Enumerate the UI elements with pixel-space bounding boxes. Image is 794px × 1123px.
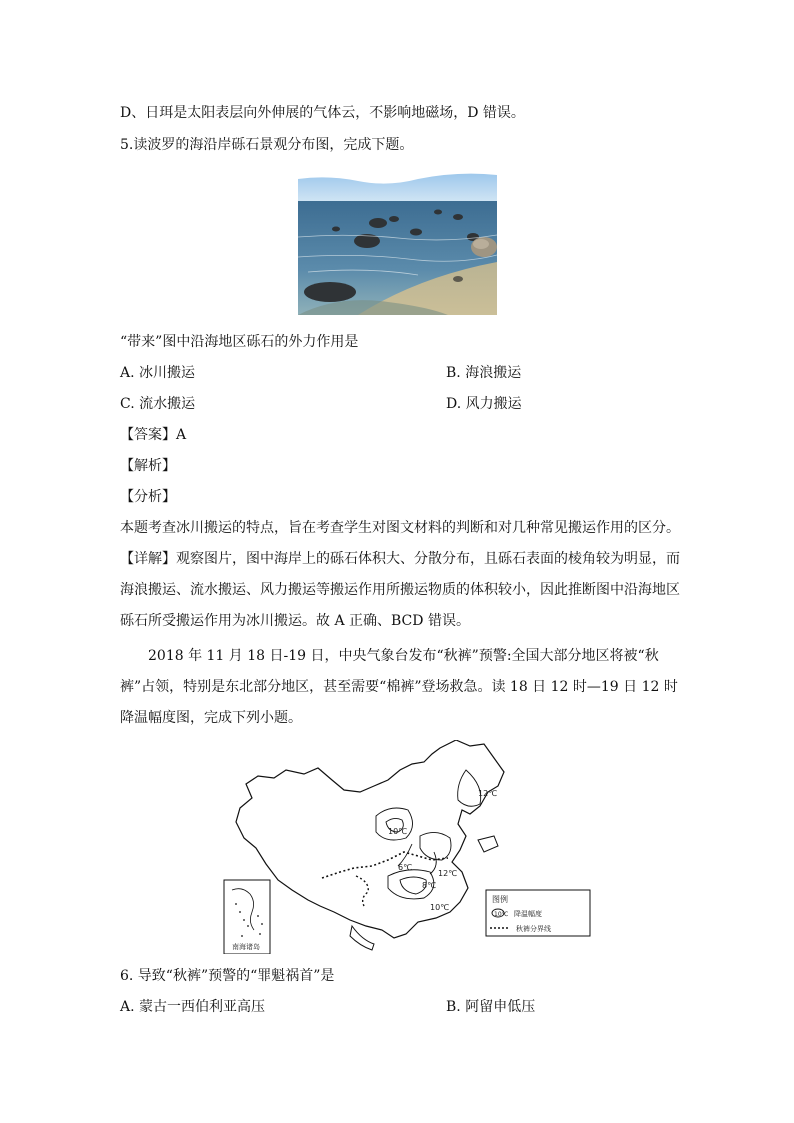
material-line-2: 裤”占领，特别是东北部分地区，甚至需要“棉裤”登场救急。读 18 日 12 时—19 日 12 时 <box>120 679 678 695</box>
material-line-1: 2018 年 11 月 18 日-19 日，中央气象台发布“秋裤”预警:全国大部分地区将被“秋 <box>148 648 659 664</box>
map-label-5: 8℃ <box>422 881 437 890</box>
detail-line-1: 【详解】观察图片，图中海岸上的砾石体积大、分散分布，且砾石表面的棱角较为明显，而 <box>120 551 680 567</box>
analysis-subheading: 【分析】 <box>120 489 176 505</box>
detail-line-3: 砾石所受搬运作用为冰川搬运。故 A 正确、BCD 错误。 <box>120 613 470 629</box>
text-line-1: D、日珥是太阳表层向外伸展的气体云，不影响地磁场，D 错误。 <box>120 105 525 121</box>
question-6-stem: 6. 导致“秋裤”预警的“罪魁祸首”是 <box>120 968 335 984</box>
map-label-2: 10℃ <box>388 827 408 836</box>
detail-line-2: 海浪搬运、流水搬运、风力搬运等搬运作用所搬运物质的体积较小，因此推断图中沿海地区 <box>120 582 680 598</box>
q5-option-b: B. 海浪搬运 <box>446 365 522 381</box>
analysis-heading: 【解析】 <box>120 458 176 474</box>
material-line-3: 降温幅度图，完成下列小题。 <box>120 710 302 726</box>
q5-option-c: C. 流水搬运 <box>120 396 196 412</box>
question-5-stem: 5.读波罗的海沿岸砾石景观分布图，完成下题。 <box>120 137 414 153</box>
south-china-sea-inset <box>224 880 270 954</box>
map-legend <box>486 890 590 936</box>
map-label-3: 6℃ <box>398 863 413 872</box>
map-label-4: 12℃ <box>438 869 458 878</box>
baltic-coast-photo <box>298 167 497 315</box>
china-outline <box>236 740 504 938</box>
legend-isotherm-sample: 10℃ <box>494 911 509 918</box>
map-label-6: 10℃ <box>430 903 450 912</box>
legend-title: 图例 <box>492 895 508 904</box>
cooling-magnitude-map <box>222 740 592 954</box>
analysis-text: 本题考查冰川搬运的特点，旨在考查学生对图文材料的判断和对几种常见搬运作用的区分。 <box>120 520 680 536</box>
map-label-1: 12℃ <box>478 789 498 798</box>
inset-label: 南海诸岛 <box>232 943 260 951</box>
answer-label: 【答案】A <box>120 427 187 443</box>
q6-option-a: A. 蒙古一西伯利亚高压 <box>120 999 266 1015</box>
legend-isotherm: 降温幅度 <box>514 910 542 918</box>
question-5-prompt: “带来”图中沿海地区砾石的外力作用是 <box>120 334 359 350</box>
q5-option-a: A. 冰川搬运 <box>120 365 196 381</box>
q5-option-d: D. 风力搬运 <box>446 396 522 412</box>
q6-option-b: B. 阿留申低压 <box>446 999 536 1015</box>
legend-boundary-line: 秋裤分界线 <box>516 925 551 933</box>
qiuku-boundary-line <box>322 852 448 878</box>
